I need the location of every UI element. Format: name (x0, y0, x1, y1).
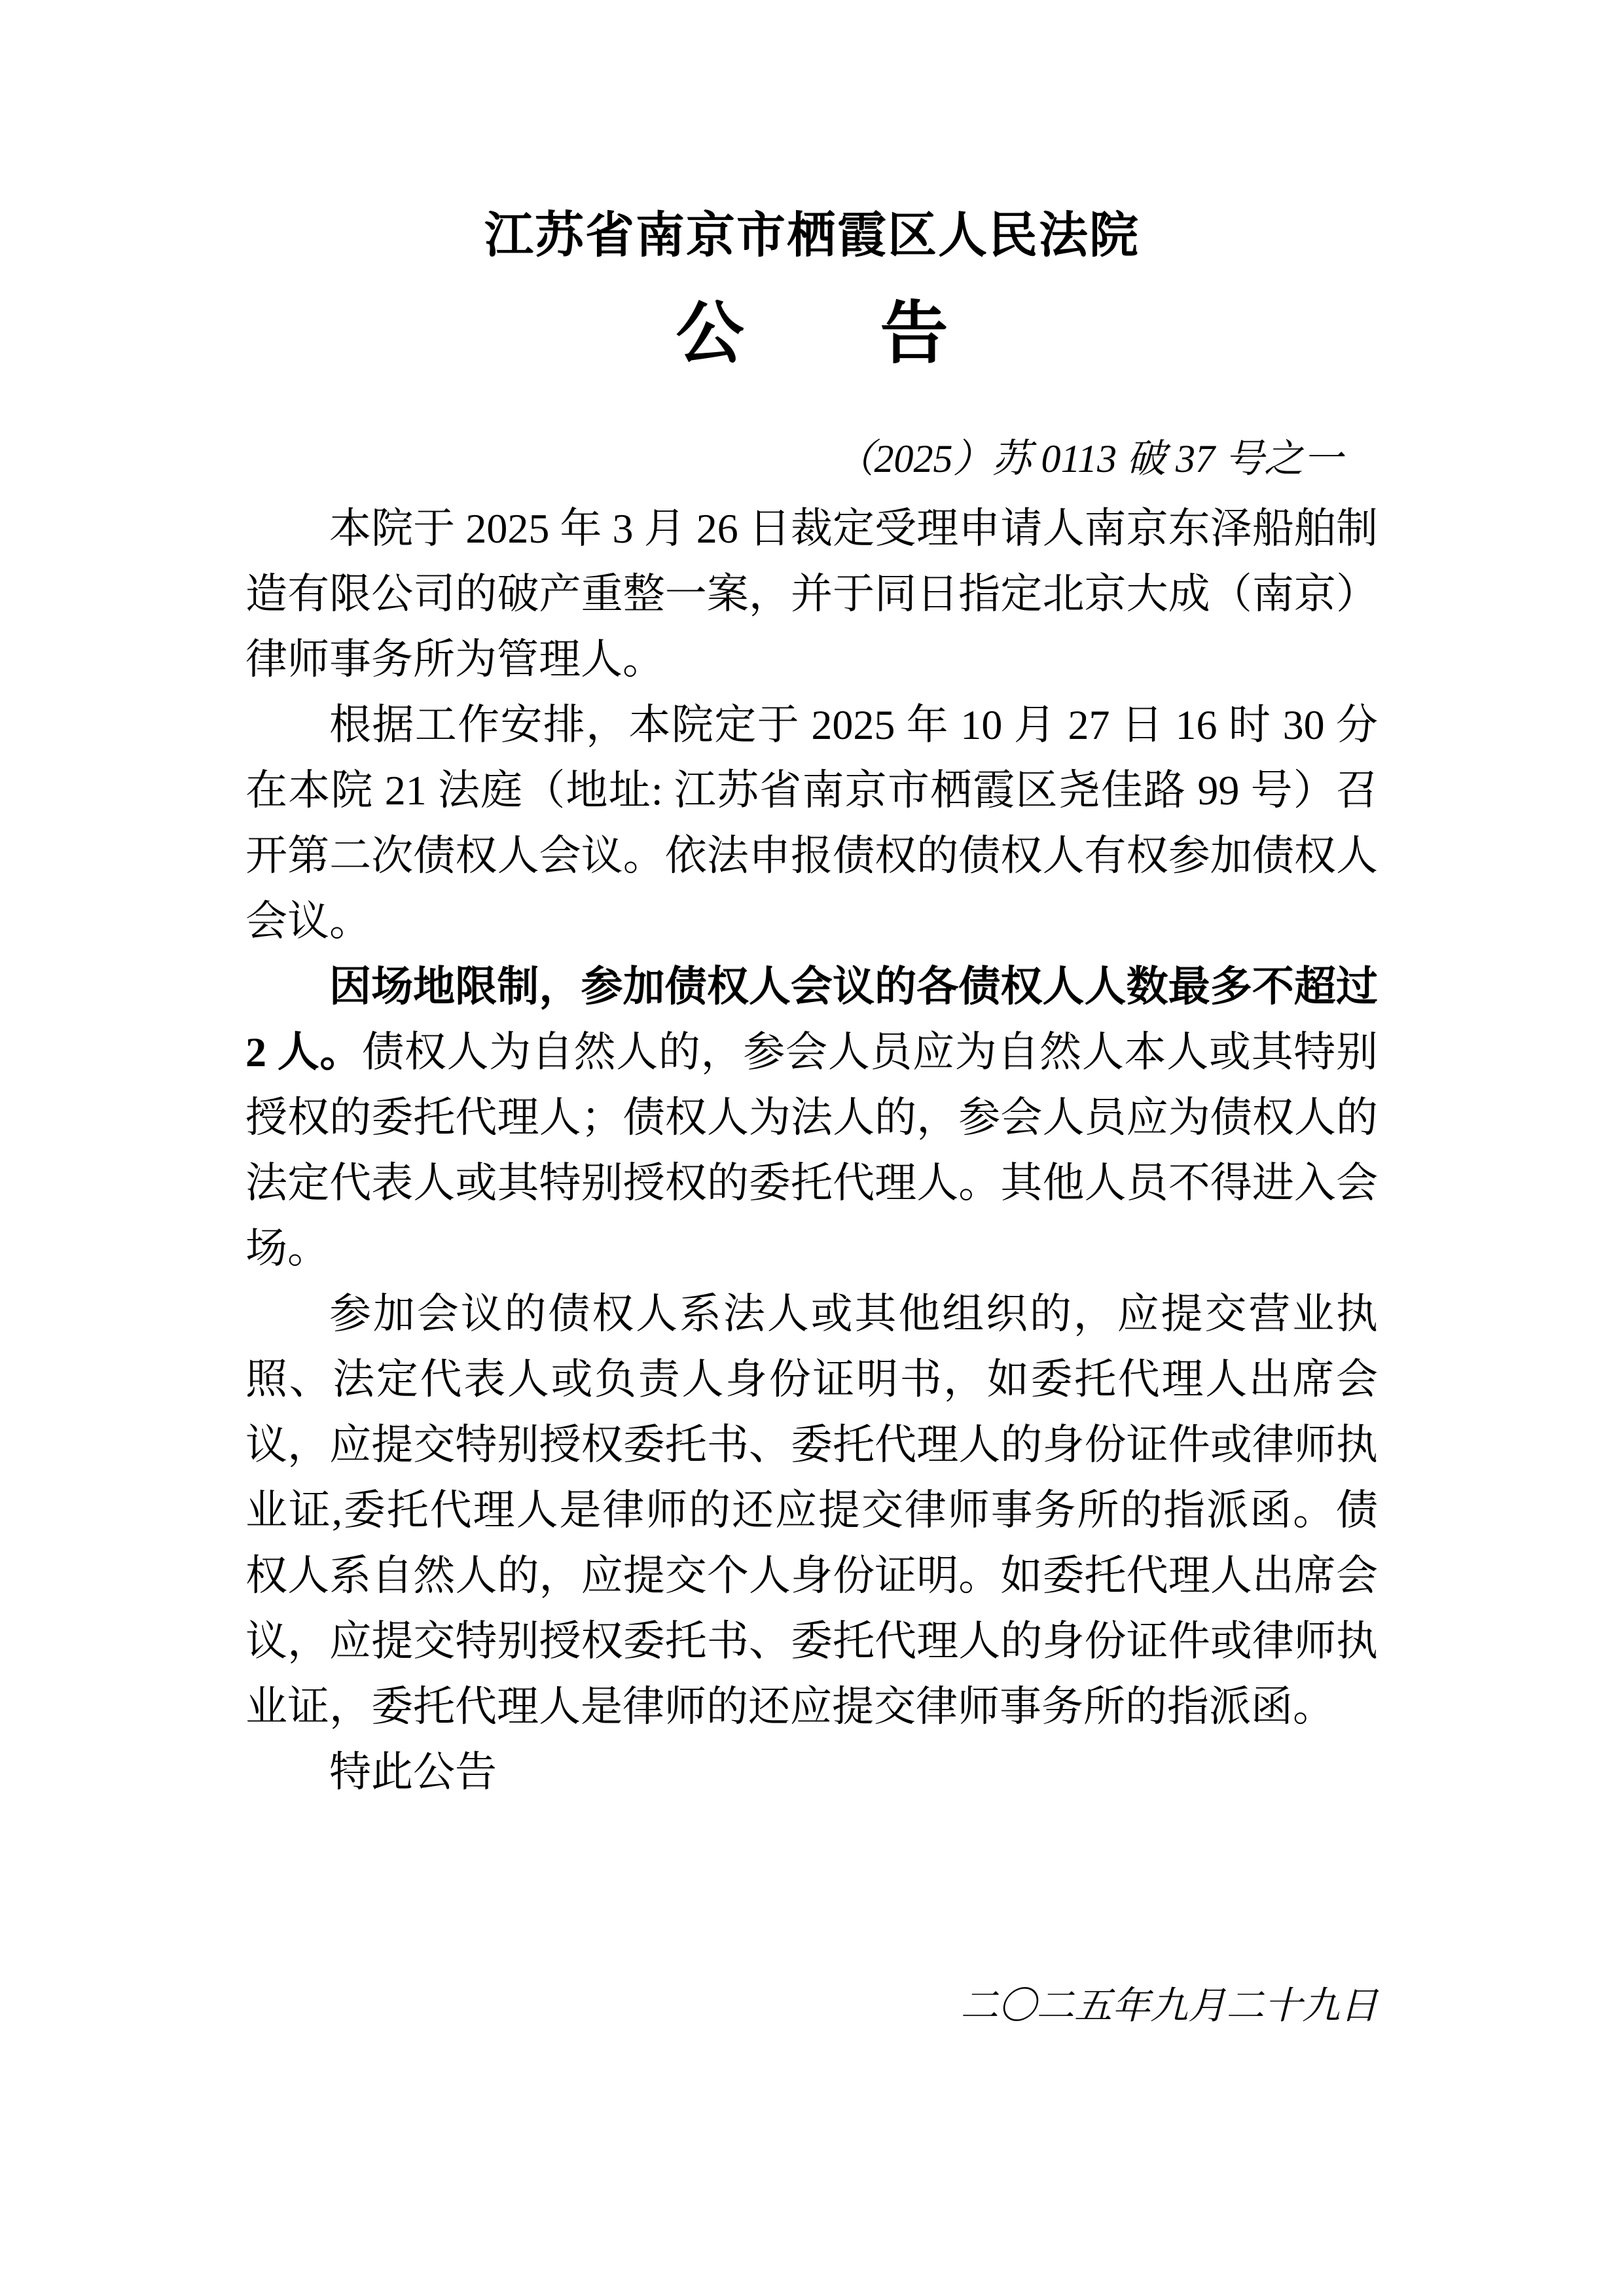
announcement-date: 二〇二五年九月二十九日 (960, 1984, 1378, 2027)
paragraph-meeting-arrangement (245, 692, 1378, 954)
announcement-body (245, 496, 1378, 1805)
paragraph-3-text: 债权人为自然人的，参会人员应为自然人本人或其特别授权的委托代理人；债权人为法人的，参会人员应为债权人的法定代表人或其特别授权的委托代理人。其他人员不得进入会场。 (245, 1029, 1378, 1272)
announcement-title: 公 告 (676, 296, 948, 372)
case-number: （2025）苏 0113 破 37 号之一 (835, 437, 1343, 480)
paragraph-2-text: 根据工作安排，本院定于 2025 年 10 月 27 日 16 时 30 分在本院 21 法庭（地址: 江苏省南京市栖霞区尧佳路 99 号）召开第二次债权人会议。依法申报债权的债权人有权参加债权人会议。 (245, 702, 1378, 944)
paragraph-required-documents (245, 1282, 1378, 1740)
paragraph-3-bold: 因场地限制，参加债权人会议的各债权人人数最多不超过 2 人。 (245, 963, 1378, 1075)
paragraph-case-acceptance (245, 496, 1378, 692)
paragraph-attendance-limit (245, 954, 1378, 1282)
closing-statement-text: 特此公告 (329, 1749, 497, 1795)
closing-statement (245, 1740, 1378, 1805)
paragraph-4-text: 参加会议的债权人系法人或其他组织的，应提交营业执照、法定代表人或负责人身份证明书，如委托代理人出席会议，应提交特别授权委托书、委托代理人的身份证件或律师执业证,委托代理人是律师的还应提交律师事务所的指派函。债权人系自然人的，应提交个人身份证明。如委托代理人出席会议，应提交特别授权委托书、委托代理人的身份证件或律师执业证，委托代理人是律师的还应提交律师事务所的指派函。 (245, 1291, 1378, 1730)
court-name-heading: 江苏省南京市栖霞区人民法院 (484, 209, 1140, 263)
paragraph-1-text: 本院于 2025 年 3 月 26 日裁定受理申请人南京东泽船舶制造有限公司的破产重整一案，并于同日指定北京大成（南京）律师事务所为管理人。 (245, 505, 1378, 683)
